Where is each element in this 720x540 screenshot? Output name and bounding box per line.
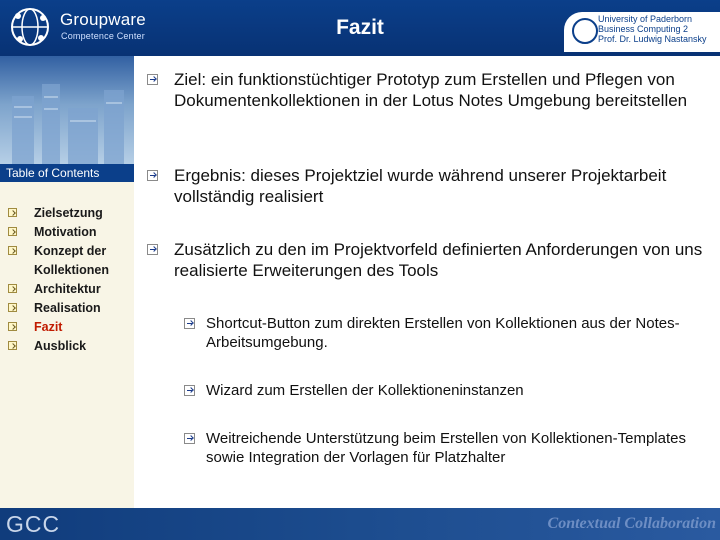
toc-header: Table of Contents — [0, 164, 134, 182]
toc-item-konzept[interactable] — [0, 242, 134, 280]
toc-item-label: Zielsetzung — [34, 206, 103, 220]
bullet-text: Ziel: ein funktionstüchtiger Prototyp zum Erstellen und Pflegen von Dokumentenkollektionen in der Lotus Notes Umgebung bereitstellen — [174, 70, 688, 110]
toc-arrow-icon — [8, 303, 17, 312]
toc-item-label: Konzept der Kollektionen — [34, 244, 110, 277]
toc-item-architektur[interactable] — [0, 280, 134, 299]
toc-arrow-icon — [8, 322, 17, 331]
main-content — [134, 56, 720, 508]
footer-tagline: Contextual Collaboration — [547, 515, 716, 532]
university-line-3: Prof. Dr. Ludwig Nastansky — [598, 34, 707, 44]
header-bar — [0, 0, 720, 56]
logo-subtitle: Competence Center — [61, 31, 145, 41]
toc-item-label: Ausblick — [34, 339, 87, 353]
subbullet-text: Shortcut-Button zum direkten Erstellen von Kollektionen aus der Notes-Arbeitsumgebung. — [206, 315, 680, 351]
footer-bar — [0, 508, 720, 540]
bullet-arrow-icon — [147, 170, 158, 181]
toc-item-label: Architektur — [34, 282, 101, 296]
subbullet-arrow-icon — [184, 433, 195, 444]
university-line-1: University of Paderborn — [598, 14, 693, 24]
university-seal-icon — [572, 18, 598, 44]
sidebar — [0, 56, 134, 508]
university-line-2: Business Computing 2 — [598, 24, 689, 34]
toc-item-label: Fazit — [34, 320, 63, 334]
subbullet-arrow-icon — [184, 318, 195, 329]
toc-item-label: Motivation — [34, 225, 97, 239]
subbullet-arrow-icon — [184, 385, 195, 396]
building-photo — [0, 56, 134, 164]
page-title: Fazit — [336, 16, 384, 39]
toc-item-ausblick[interactable] — [0, 337, 134, 356]
toc-item-realisation[interactable] — [0, 299, 134, 318]
toc-list — [0, 204, 134, 356]
bullet-arrow-icon — [147, 244, 158, 255]
toc-arrow-icon — [8, 284, 17, 293]
university-badge — [564, 12, 720, 52]
toc-item-fazit[interactable] — [0, 318, 134, 337]
toc-item-motivation[interactable] — [0, 223, 134, 242]
toc-item-label: Realisation — [34, 301, 101, 315]
bullet-text: Zusätzlich zu den im Projektvorfeld definierten Anforderungen von uns realisierte Erweiterungen des Tools — [174, 240, 703, 280]
footer-gcc-logo: GCC — [6, 511, 61, 537]
subbullet-text: Weitreichende Unterstützung beim Erstellen von Kollektionen-Templates sowie Integration der Vorlagen für Platzhalter — [206, 430, 686, 466]
toc-arrow-icon — [8, 341, 17, 350]
toc-arrow-icon — [8, 246, 17, 255]
toc-item-zielsetzung[interactable] — [0, 204, 134, 223]
bullet-arrow-icon — [147, 74, 158, 85]
logo-name: Groupware — [60, 10, 146, 29]
toc-arrow-icon — [8, 227, 17, 236]
bullet-text: Ergebnis: dieses Projektziel wurde während unserer Projektarbeit vollständig realisiert — [174, 166, 667, 206]
subbullet-text: Wizard zum Erstellen der Kollektioneninstanzen — [206, 382, 524, 399]
toc-arrow-icon — [8, 208, 17, 217]
